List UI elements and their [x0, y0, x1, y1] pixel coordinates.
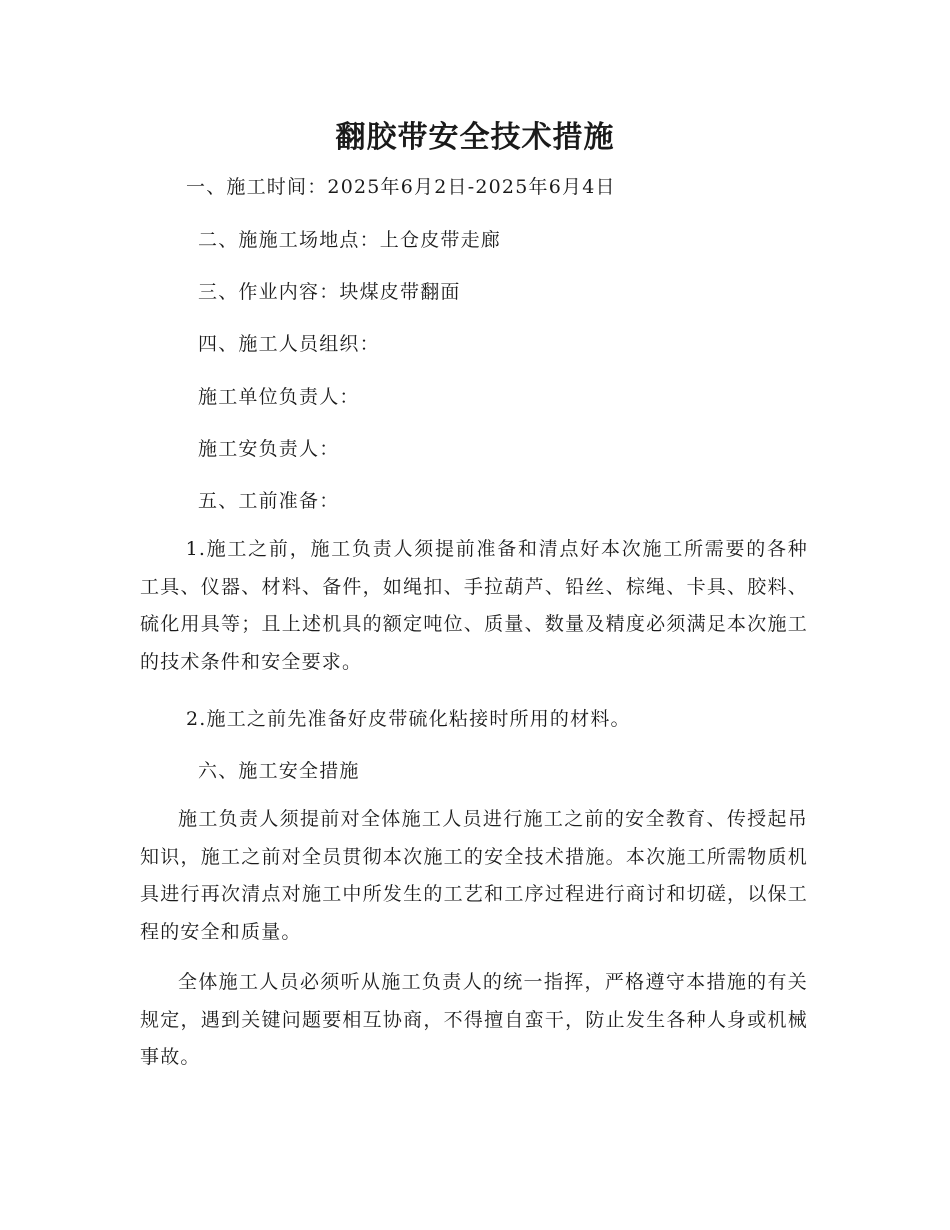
preparation-item-2: 2.施工之前先准备好皮带硫化粘接时所用的材料。: [186, 708, 631, 730]
preparation-heading: 五、工前准备：: [198, 490, 340, 512]
construction-location: 二、施施工场地点：上仓皮带走廊: [198, 229, 502, 251]
safety-leader-line: 施工安负责人：: [198, 438, 340, 460]
document-title: 翻胶带安全技术措施: [335, 120, 615, 155]
safety-measures-heading: 六、施工安全措施: [198, 760, 360, 782]
work-content: 三、作业内容：块煤皮带翻面: [198, 281, 461, 303]
personnel-heading: 四、施工人员组织：: [198, 333, 380, 355]
unit-leader-line: 施工单位负责人：: [198, 386, 360, 408]
safety-paragraph-2: 全体施工人员必须听从施工负责人的统一指挥，严格遵守本措施的有关规定，遇到关键问题要相互协商，不得擅自蛮干，防止发生各种人身或机械事故。: [140, 971, 808, 1068]
safety-paragraph-1: 施工负责人须提前对全体施工人员进行施工之前的安全教育、传授起吊知识，施工之前对全员贯彻本次施工的安全技术措施。本次施工所需物质机具进行再次清点对施工中所发生的工艺和工序过程进行商讨和切磋，以保工程的安全和质量。: [140, 808, 808, 943]
preparation-item-1: 1.施工之前，施工负责人须提前准备和清点好本次施工所需要的各种工具、仪器、材料、备件，如绳扣、手拉葫芦、铅丝、棕绳、卡具、胶料、硫化用具等；且上述机具的额定吨位、质量、数量及精度必须满足本次施工的技术条件和安全要求。: [140, 538, 808, 673]
construction-time: 一、施工时间：2025年6月2日-2025年6月4日: [186, 176, 616, 198]
